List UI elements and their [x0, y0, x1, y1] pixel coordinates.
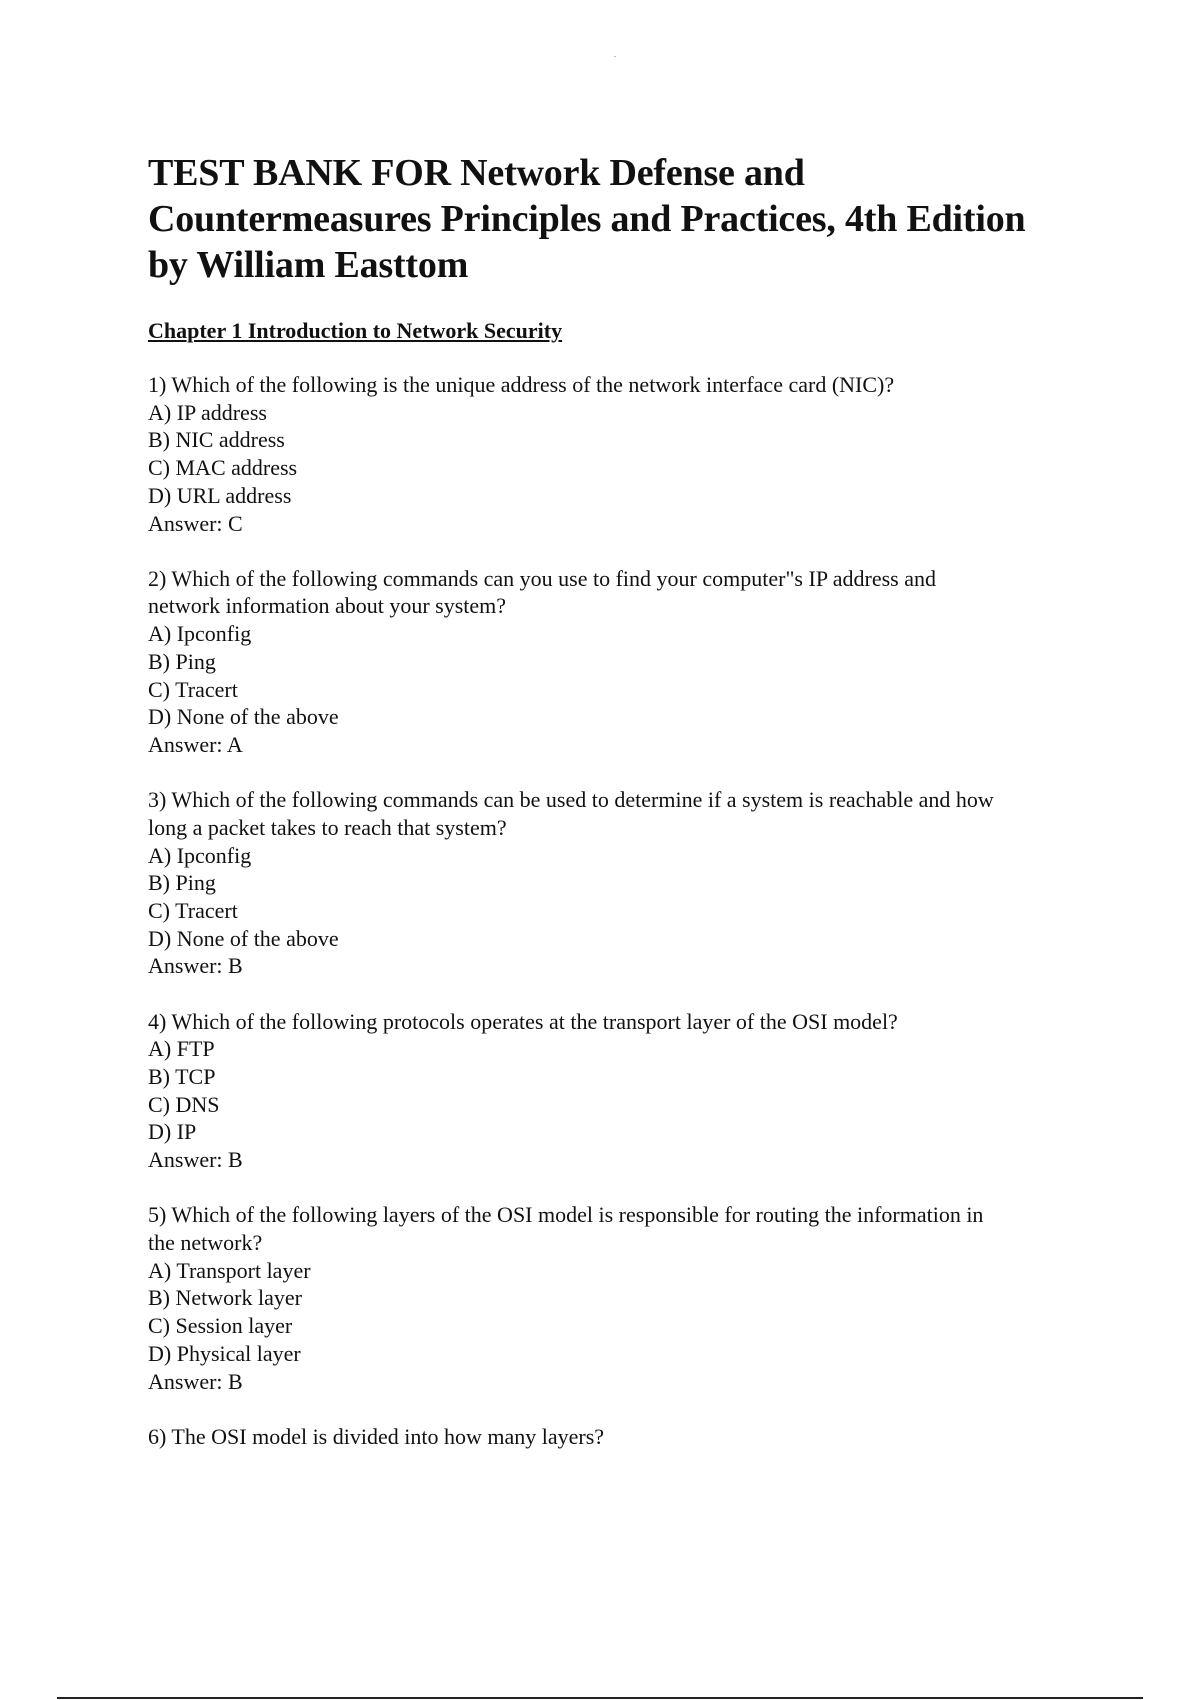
question-text: 6) The OSI model is divided into how many layers? — [148, 1423, 605, 1449]
question-list — [148, 371, 1108, 1450]
answer-option: C) DNS — [148, 1091, 220, 1117]
answer-key: Answer: B — [148, 1368, 243, 1394]
answer-option: B) Ping — [148, 870, 216, 896]
answer-key: Answer: A — [148, 731, 243, 757]
answer-option: A) Ipconfig — [148, 621, 252, 647]
chapter-heading: Chapter 1 Introduction to Network Security — [148, 318, 563, 343]
question-text: long a packet takes to reach that system? — [148, 814, 507, 840]
answer-option: B) NIC address — [148, 427, 285, 453]
answer-option: A) IP address — [148, 399, 267, 425]
answer-option: D) None of the above — [148, 925, 339, 951]
document-title — [148, 150, 1108, 288]
title-line-3: by William Easttom — [148, 244, 469, 286]
page-speck — [614, 56, 616, 57]
answer-option: A) Transport layer — [148, 1257, 311, 1283]
answer-option: B) Ping — [148, 648, 216, 674]
question-text: network information about your system? — [148, 593, 507, 619]
answer-option: D) IP — [148, 1119, 197, 1145]
answer-key: Answer: B — [148, 953, 243, 979]
answer-option: A) Ipconfig — [148, 842, 252, 868]
answer-option: D) None of the above — [148, 704, 339, 730]
question-text: the network? — [148, 1229, 263, 1255]
document-page — [148, 150, 1108, 1478]
answer-option: C) Tracert — [148, 897, 238, 923]
question-item — [148, 371, 1108, 537]
answer-option: C) MAC address — [148, 455, 298, 481]
answer-option: C) Session layer — [148, 1313, 293, 1339]
answer-option: B) Network layer — [148, 1285, 302, 1311]
answer-key: Answer: C — [148, 510, 243, 536]
answer-option: C) Tracert — [148, 676, 238, 702]
bottom-divider — [57, 1697, 1143, 1699]
answer-option: A) FTP — [148, 1036, 215, 1062]
question-item — [148, 1008, 1108, 1174]
answer-key: Answer: B — [148, 1147, 243, 1173]
question-text: 2) Which of the following commands can you use to find your computer"s IP address and — [148, 565, 936, 591]
question-item — [148, 786, 1108, 980]
question-item — [148, 565, 1108, 759]
title-line-2: Countermeasures Principles and Practices, 4th Edition — [148, 198, 1026, 240]
question-text: 1) Which of the following is the unique address of the network interface card (NIC)? — [148, 372, 895, 397]
question-text: 4) Which of the following protocols operates at the transport layer of the OSI model? — [148, 1008, 898, 1034]
question-item — [148, 1201, 1108, 1395]
answer-option: D) URL address — [148, 482, 292, 508]
question-text: 5) Which of the following layers of the OSI model is responsible for routing the information in — [148, 1202, 984, 1228]
title-line-1: TEST BANK FOR Network Defense and — [148, 152, 805, 194]
question-text: 3) Which of the following commands can be used to determine if a system is reachable and how — [148, 787, 994, 813]
answer-option: D) Physical layer — [148, 1340, 301, 1366]
answer-option: B) TCP — [148, 1063, 216, 1089]
question-item — [148, 1423, 1108, 1451]
